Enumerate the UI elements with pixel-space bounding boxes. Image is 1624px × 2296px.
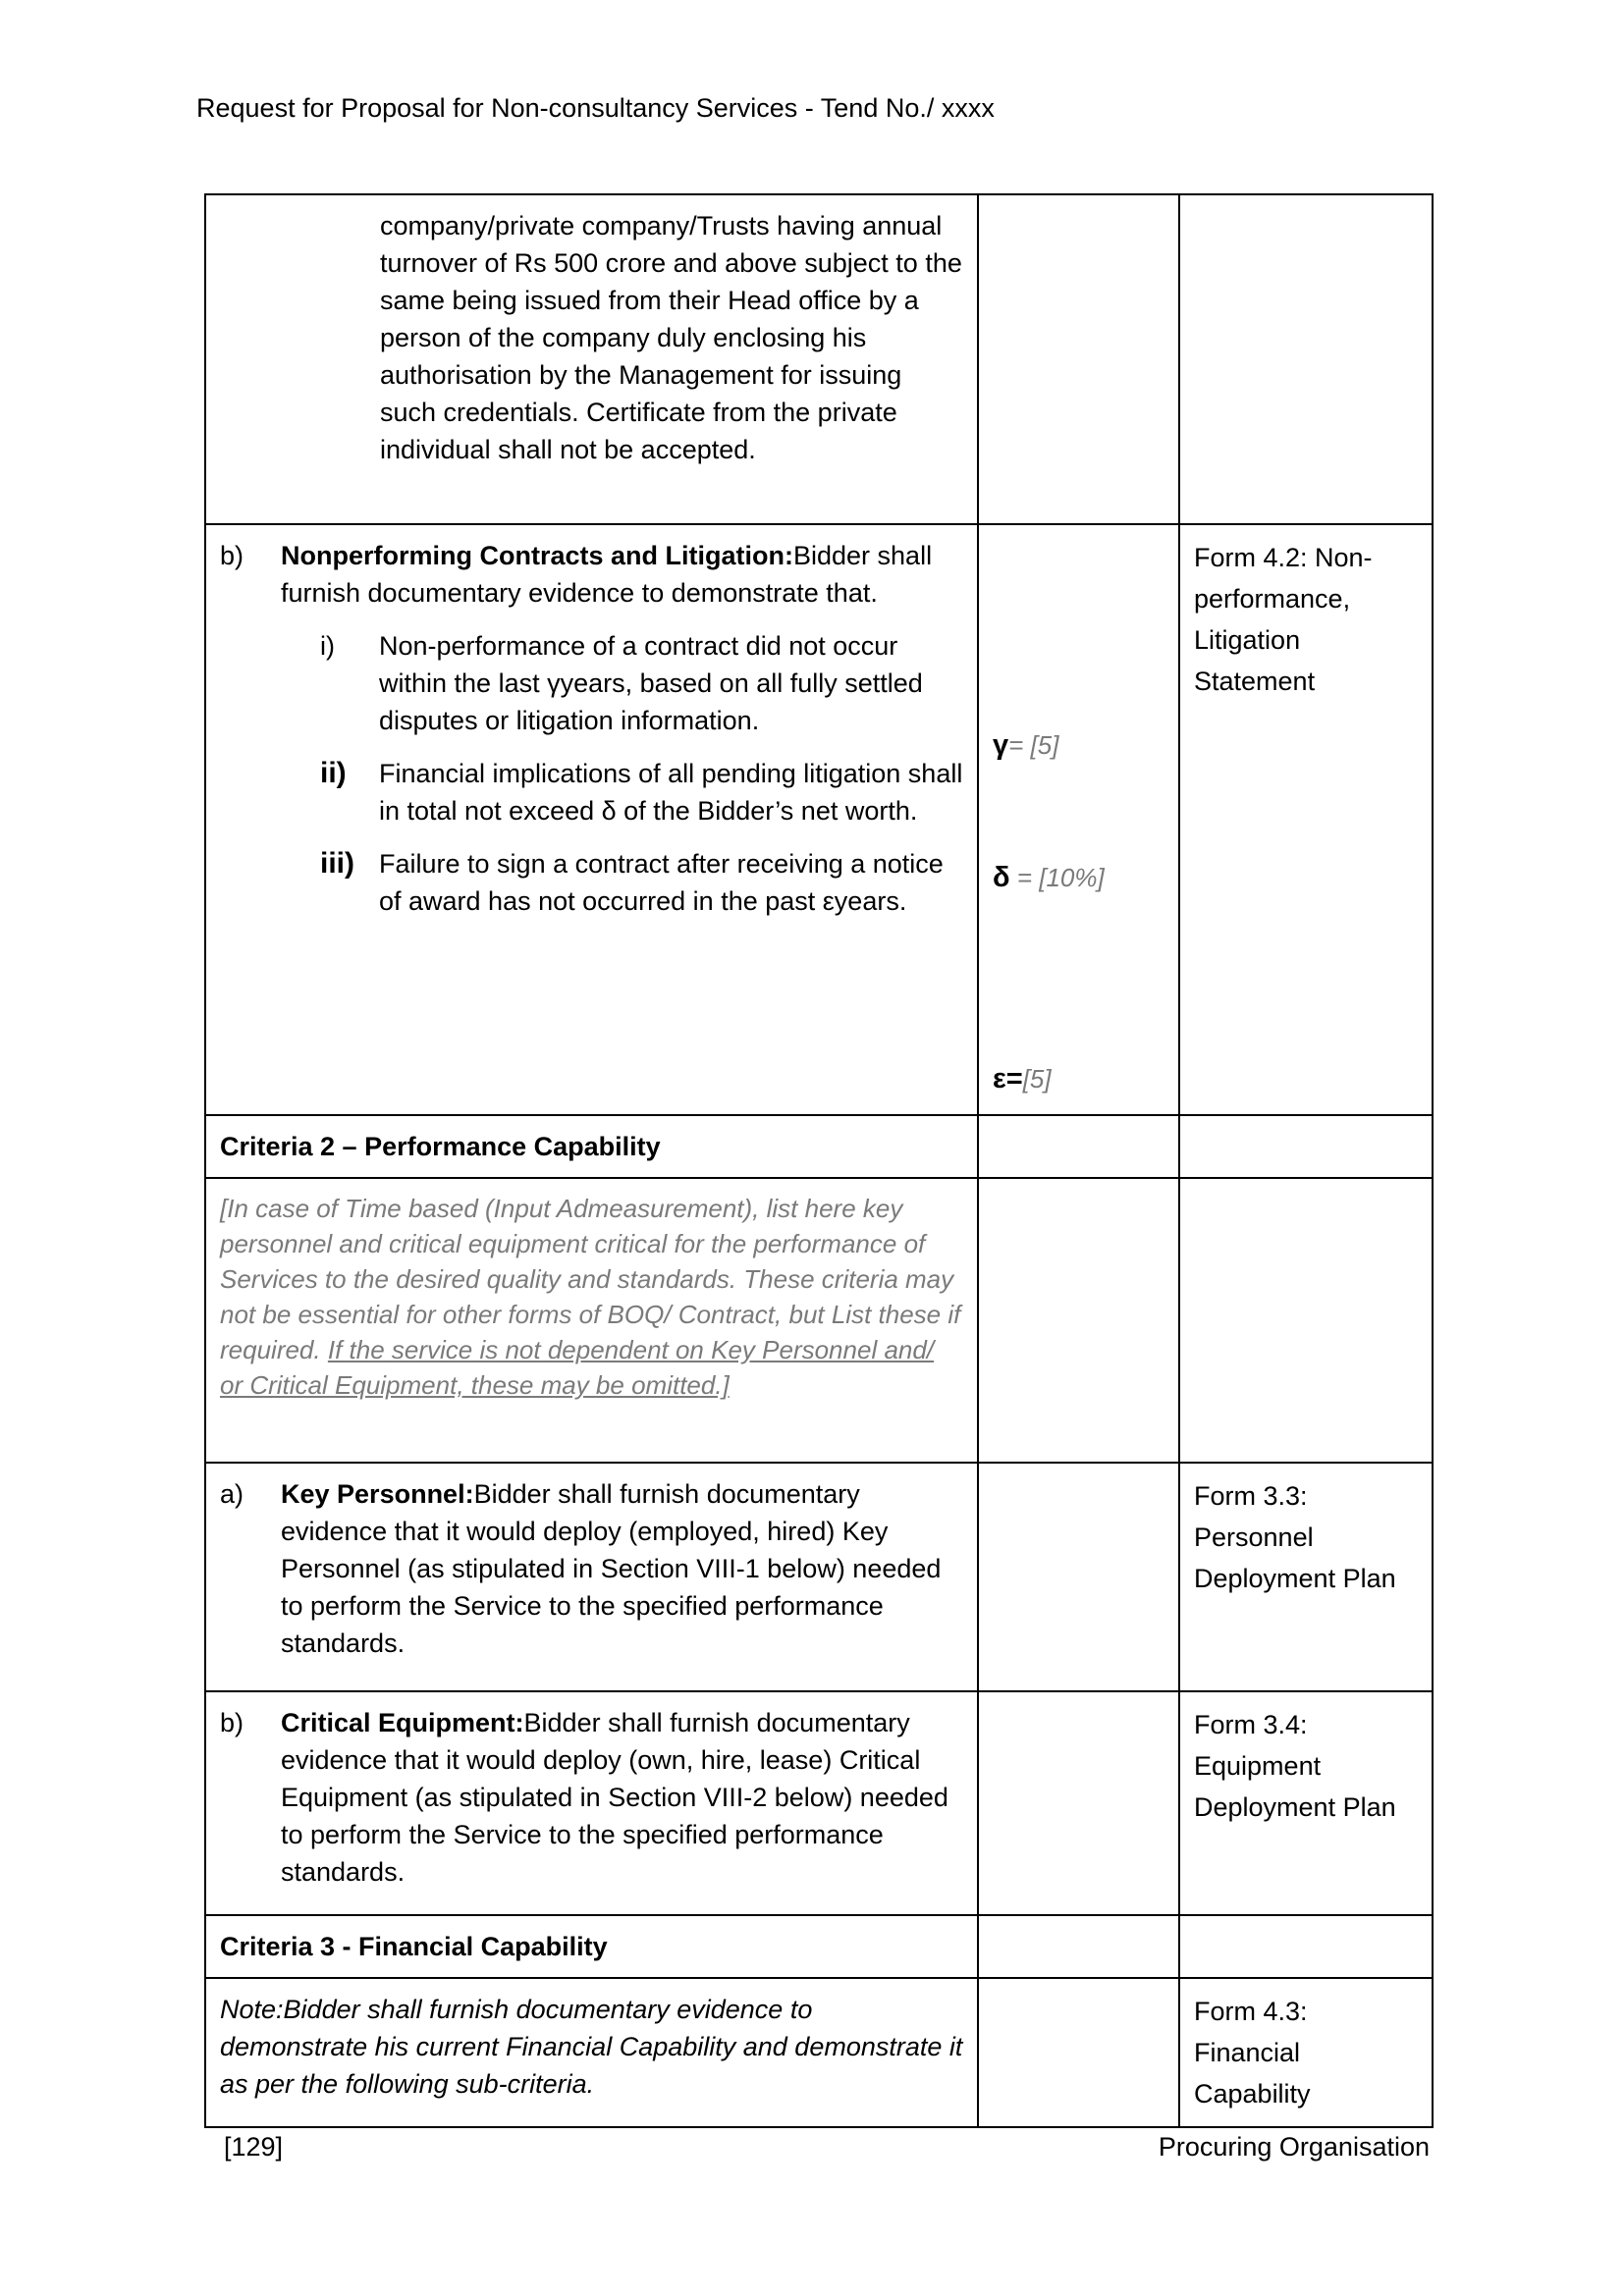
criteria3-title: Criteria 3 - Financial Capability [220, 1932, 608, 1961]
litigation-subitem-iii [320, 845, 963, 920]
note3-text [220, 1991, 963, 2103]
footer-page-number: [129] [224, 2132, 284, 2162]
form-cell-empty-6 [1179, 1915, 1433, 1978]
litigation-heading-rest: Bidder shall furnish documentary evidence to demonstrate that. [281, 541, 933, 608]
form-cell-empty-1 [1179, 194, 1433, 524]
note3-form-cell [1179, 1978, 1433, 2127]
litigation-subitem-ii [320, 755, 963, 829]
litigation-body [281, 537, 963, 920]
page-footer [224, 2132, 1430, 2163]
personnel-text: Bidder shall furnish documentary evidence that it would deploy (employed, hired) Key Personnel (as stipulated in Section VIII-1 below) needed to perform the Service to the specified performance standards. [281, 1479, 942, 1658]
form-ref-3-3: Form 3.3: Personnel Deployment Plan [1194, 1481, 1396, 1593]
table-row-personnel [205, 1463, 1433, 1691]
table-row-carryover [205, 194, 1433, 524]
form-cell-empty-3 [1179, 1178, 1433, 1463]
note2-text [220, 1191, 963, 1403]
form-cell-empty-2 [1179, 1115, 1433, 1178]
subitem-marker-i: i) [320, 631, 335, 661]
table-row-criteria2 [205, 1115, 1433, 1178]
equipment-cell [205, 1691, 978, 1915]
carryover-cell [205, 194, 978, 524]
personnel-body [281, 1475, 963, 1662]
param-epsilon [993, 1060, 1052, 1097]
carryover-text: company/private company/Trusts having annual turnover of Rs 500 crore and above subject to the same being issued from their Head office by a person of the company duly enclosing his authorisation by the Management for issuing such credentials. Certificate from the private individual shall not be accepted. [380, 211, 962, 464]
equipment-item [220, 1704, 963, 1891]
points-cell-empty-6 [978, 1915, 1179, 1978]
subitem-text-iii: Failure to sign a contract after receiving a notice of award has not occurred in the past εyears. [379, 849, 944, 916]
form-ref-4-3: Form 4.3: Financial Capability [1194, 1997, 1311, 2109]
footer-org: Procuring Organisation [1158, 2132, 1430, 2162]
param-epsilon-value: [5] [1022, 1064, 1052, 1094]
note3-heading: Note: [220, 1995, 284, 2024]
note2-plain: [In case of Time based (Input Admeasurement), list here key personnel and critical equipment critical for the performance of Services to the desired quality and standards. These criteria may not be essential for other forms of BOQ/ Contract, but List these if required. [220, 1194, 961, 1364]
param-gamma-value: = [5] [1008, 730, 1059, 760]
param-delta [993, 859, 1105, 896]
equipment-body [281, 1704, 963, 1891]
param-delta-value: = [10%] [1009, 863, 1105, 892]
note2-cell [205, 1178, 978, 1463]
personnel-form-cell [1179, 1463, 1433, 1691]
equipment-heading: Critical Equipment: [281, 1708, 524, 1737]
criteria2-title: Criteria 2 – Performance Capability [220, 1132, 661, 1161]
equipment-text: Bidder shall furnish documentary evidence that it would deploy (own, hire, lease) Critical Equipment (as stipulated in Section VIII-2 below) needed to perform the Service to the specified performance standards. [281, 1708, 948, 1887]
item-label-b: b) [220, 541, 244, 570]
table-row-equipment [205, 1691, 1433, 1915]
criteria-table [204, 193, 1434, 2128]
table-row-note2 [205, 1178, 1433, 1463]
subitem-marker-iii: iii) [320, 847, 354, 880]
form-ref-4-2: Form 4.2: Non-performance, Litigation Statement [1194, 543, 1373, 696]
note3-body: Bidder shall furnish documentary evidence to demonstrate his current Financial Capability and demonstrate it as per the following sub-criteria. [220, 1995, 963, 2099]
table-row-litigation [205, 524, 1433, 1115]
table-row-note3 [205, 1978, 1433, 2127]
param-delta-symbol: δ [993, 862, 1010, 893]
points-cell-empty-5 [978, 1691, 1179, 1915]
subitem-marker-ii: ii) [320, 757, 347, 789]
criteria2-title-cell [205, 1115, 978, 1178]
criteria3-title-cell [205, 1915, 978, 1978]
note3-cell [205, 1978, 978, 2127]
litigation-heading [281, 537, 963, 612]
litigation-params-cell [978, 524, 1179, 1115]
subitem-text-i: Non-performance of a contract did not occur within the last γyears, based on all fully settled disputes or litigation information. [379, 631, 923, 735]
item-label-b2: b) [220, 1708, 244, 1737]
personnel-heading: Key Personnel: [281, 1479, 474, 1509]
points-cell-empty-1 [978, 194, 1179, 524]
points-cell-empty-7 [978, 1978, 1179, 2127]
subitem-text-ii: Financial implications of all pending litigation shall in total not exceed δ of the Bidder’s net worth. [379, 759, 963, 826]
litigation-subitem-i [320, 627, 963, 739]
litigation-item [220, 537, 963, 920]
litigation-cell [205, 524, 978, 1115]
points-cell-empty-3 [978, 1178, 1179, 1463]
param-gamma-symbol: γ [993, 729, 1009, 761]
page-header [196, 91, 995, 125]
personnel-item [220, 1475, 963, 1662]
table-row-criteria3 [205, 1915, 1433, 1978]
personnel-cell [205, 1463, 978, 1691]
param-gamma [993, 726, 1058, 764]
points-cell-empty-2 [978, 1115, 1179, 1178]
param-epsilon-symbol: ε= [993, 1063, 1023, 1095]
header-title: Request for Proposal for Non-consultancy Services - Tend No./ xxxx [196, 93, 995, 123]
item-label-a: a) [220, 1479, 244, 1509]
equipment-form-cell [1179, 1691, 1433, 1915]
note2-underlined: If the service is not dependent on Key Personnel and/ or Critical Equipment, these may be omitted.] [220, 1335, 935, 1400]
litigation-form-cell [1179, 524, 1433, 1115]
litigation-heading-bold: Nonperforming Contracts and Litigation: [281, 541, 793, 570]
points-cell-empty-4 [978, 1463, 1179, 1691]
form-ref-3-4: Form 3.4: Equipment Deployment Plan [1194, 1710, 1396, 1822]
